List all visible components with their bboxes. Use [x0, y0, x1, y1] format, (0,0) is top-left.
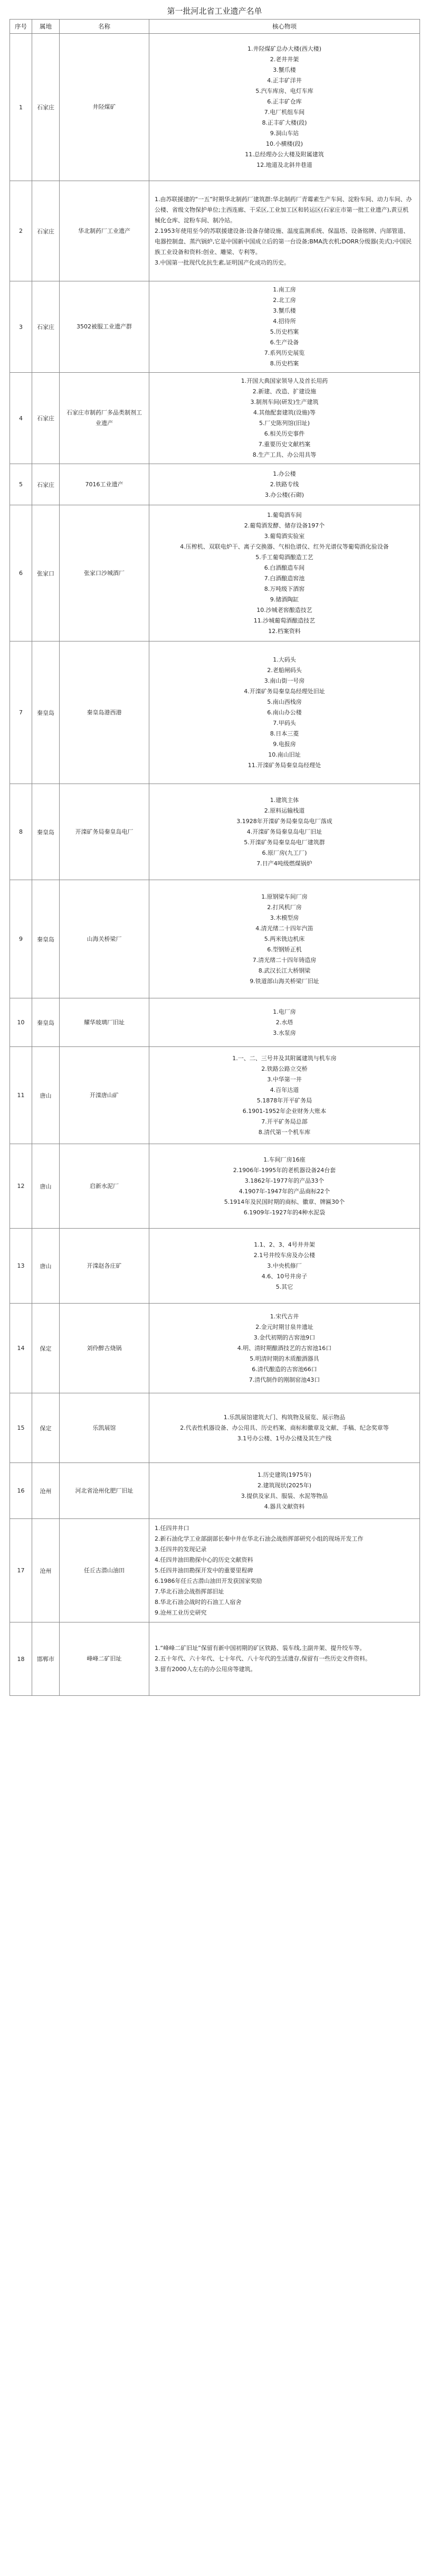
serial-number: 11: [10, 1047, 32, 1144]
core-items-cell: [149, 1519, 420, 1622]
core-item: 1.建筑主体: [270, 796, 299, 804]
location-cell: 秦皇岛: [32, 641, 60, 784]
serial-number: 6: [10, 505, 32, 641]
core-item: 1.电厂房: [273, 1008, 296, 1015]
serial-number: 12: [10, 1144, 32, 1229]
core-item: 5.厂史陈列馆(旧址): [259, 420, 310, 427]
core-item: 6.1986年任丘古潜山油田开发获国家奖励: [155, 1577, 262, 1584]
core-item: 7.日产4吨级燃煤锅炉: [256, 860, 312, 867]
core-item: 5.汽车库房、电灯车库: [255, 88, 313, 95]
core-item: 3.中央机修厂: [267, 1262, 302, 1269]
core-item: 7.开平矿务局总部: [261, 1118, 308, 1125]
core-item: 3.水泵房: [273, 1029, 296, 1036]
heritage-name: 3502被服工业遗产群: [60, 281, 149, 373]
core-item: 3.中国第一批现代化抗生素,证明国产化成功的历史。: [155, 259, 290, 266]
core-item: 9.储酒陶缸: [270, 596, 299, 603]
serial-number: 15: [10, 1393, 32, 1463]
core-items-cell: [149, 181, 420, 281]
core-item: 7.重要历史文献档案: [258, 441, 311, 448]
core-item: 3.木模型房: [270, 914, 299, 921]
core-item: 12.档案资料: [268, 627, 301, 635]
core-item: 1.车间厂房16座: [263, 1156, 306, 1163]
core-item: 3.南山街一号房: [264, 677, 305, 684]
core-item: 2.老井井架: [270, 56, 299, 63]
table-row: [10, 1519, 420, 1622]
core-item: 4.6、10号井房子: [261, 1272, 308, 1280]
core-item: 6.相关历史事件: [264, 430, 305, 437]
heritage-list-table: [9, 19, 420, 1696]
heritage-name: 石家庄市制药厂多品类制剂工业遗产: [60, 373, 149, 464]
core-item: 5.1878年开平矿务局: [256, 1097, 312, 1104]
core-item: 4.任四井油田勘探中心的历史文献资料: [155, 1556, 253, 1563]
serial-number: 3: [10, 281, 32, 373]
core-item: 1.由苏联援建的“一五”时期华北制药厂建筑群:华北制药厂青霉素生产车间、淀粉车间、动力车间、办公楼、省级文物保护单位;主西连廊、干采区,工业加工区和转运区(石家庄市第一批工业遗产),黄豆机械化仓库、淀粉车间、制冷站。: [155, 195, 412, 224]
serial-number: 7: [10, 641, 32, 784]
core-item: 5.历史档案: [270, 328, 299, 335]
location-cell: 石家庄: [32, 373, 60, 464]
serial-number: 13: [10, 1229, 32, 1304]
location-cell: 保定: [32, 1304, 60, 1393]
serial-number: 2: [10, 181, 32, 281]
core-item: 4.正丰矿洋井: [267, 77, 302, 84]
location-cell: 秦皇岛: [32, 880, 60, 998]
location-cell: 沧州: [32, 1463, 60, 1519]
table-row: [10, 1229, 420, 1304]
serial-number: 4: [10, 373, 32, 464]
core-item: 3.蟹爪楼: [273, 67, 296, 73]
core-item: 8.武汉长江大桥钢梁: [258, 967, 311, 974]
core-item: 2.新石油化学工业部副部长秦中井在华北石油会战指挥部研究小组的现场开发工作: [155, 1535, 364, 1542]
core-items-cell: [149, 34, 420, 181]
header-core-items: 核心物项: [149, 20, 420, 34]
core-items-cell: [149, 998, 420, 1047]
core-item: 3.办公楼(石砌): [264, 491, 304, 498]
header-location: 属地: [32, 20, 60, 34]
heritage-name: 任丘古潜山油田: [60, 1519, 149, 1622]
header-name: 名称: [60, 20, 149, 34]
location-cell: 保定: [32, 1393, 60, 1463]
location-cell: 秦皇岛: [32, 998, 60, 1047]
core-item: 11.总经理办公大楼及附属建筑: [245, 151, 324, 158]
core-item: 1.任四井井口: [155, 1524, 189, 1532]
core-item: 8.生产工具、办公用具等: [252, 451, 317, 458]
location-cell: 沧州: [32, 1519, 60, 1622]
core-item: 4.开滦矿务局秦皇岛电厂旧址: [246, 828, 322, 835]
core-item: 2.葡萄酒发酵、储存设备197个: [244, 522, 325, 529]
core-item: 5.任四井油田勘探开发中的重要里程碑: [155, 1567, 253, 1574]
core-item: 3.蟹爪楼: [273, 307, 296, 314]
core-item: 2.金元时期甘泉井遗址: [255, 1323, 313, 1331]
core-item: 4.清光绪二十四年汽笛: [255, 924, 313, 932]
heritage-name: 华北制药厂工业遗产: [60, 181, 149, 281]
header-row: [10, 20, 420, 34]
core-item: 2.北工房: [273, 297, 296, 304]
core-items-cell: [149, 1144, 420, 1229]
heritage-name: 开滦唐山矿: [60, 1047, 149, 1144]
table-row: [10, 998, 420, 1047]
core-item: 4.招待所: [273, 318, 296, 325]
location-cell: 石家庄: [32, 181, 60, 281]
core-item: 1.办公楼: [273, 470, 296, 477]
table-row: [10, 1144, 420, 1229]
heritage-name: 山海关桥梁厂: [60, 880, 149, 998]
core-item: 4.明、清时期酿酒技艺的古窖池16口: [237, 1344, 332, 1352]
header-serial-number: 序号: [10, 20, 32, 34]
core-items-cell: [149, 1463, 420, 1519]
core-item: 5.开滦矿务局秦皇岛电厂建筑群: [244, 838, 325, 846]
core-items-cell: [149, 281, 420, 373]
table-row: [10, 373, 420, 464]
table-row: [10, 34, 420, 181]
core-item: 2.建筑现状(2025年): [257, 1482, 312, 1489]
core-item: 9.沧州工业历史研究: [155, 1609, 207, 1616]
core-item: 5.南山西栈房: [267, 698, 302, 705]
core-item: 7.清代制作的刚制窑池43口: [249, 1376, 320, 1383]
location-cell: 唐山: [32, 1144, 60, 1229]
core-item: 3.葡萄酒实验室: [264, 532, 305, 540]
core-item: 6.原厂房(九工厂): [262, 849, 307, 856]
heritage-name: 河北省沧州化肥厂旧址: [60, 1463, 149, 1519]
table-row: [10, 1393, 420, 1463]
core-item: 3.1862年-1977年的产品33个: [244, 1177, 325, 1184]
core-item: 6.型钢矫正机: [267, 946, 302, 953]
heritage-name: 乐凯展馆: [60, 1393, 149, 1463]
core-items-cell: [149, 1304, 420, 1393]
core-item: 9.洞山车站: [270, 130, 299, 137]
core-item: 6.生产设备: [270, 339, 299, 346]
table-body: [10, 34, 420, 1696]
core-item: 1.原钢梁车间厂房: [261, 893, 308, 900]
core-item: 2.打风机厂房: [267, 903, 302, 911]
core-item: 5.其它: [275, 1283, 293, 1290]
core-item: 2.老船闸码头: [267, 666, 302, 674]
serial-number: 18: [10, 1622, 32, 1696]
serial-number: 1: [10, 34, 32, 181]
core-item: 8.正丰矿大楼(段): [262, 119, 307, 126]
core-item: 1.乐凯展馆建筑大门、构筑物及展览、展示物品: [223, 1413, 346, 1421]
table-row: [10, 1047, 420, 1144]
core-item: 2.新建、改造、扩建设施: [252, 388, 317, 395]
core-item: 1.宋代古井: [270, 1313, 299, 1320]
heritage-name: 启新水泥厂: [60, 1144, 149, 1229]
core-item: 2.1906年-1995年的老机器设备24台套: [233, 1166, 336, 1174]
core-item: 2.铁路专线: [270, 480, 299, 488]
core-item: 2.五十年代、六十年代、七十年代、八十年代的生活遗存,保留有一些历史文件资料。: [155, 1655, 371, 1662]
core-item: 6.正丰矿仓库: [267, 98, 302, 105]
core-item: 1.葡萄酒车间: [267, 511, 302, 518]
core-item: 4.百年达道: [270, 1086, 299, 1093]
table-row: [10, 641, 420, 784]
table-row: [10, 505, 420, 641]
heritage-name: 开滦矿务局秦皇岛电厂: [60, 784, 149, 880]
core-item: 3.留有2000人左右的办公用房等建筑。: [155, 1666, 256, 1673]
serial-number: 8: [10, 784, 32, 880]
location-cell: 唐山: [32, 1047, 60, 1144]
core-items-cell: [149, 464, 420, 505]
core-item: 2.代表性机器设备、办公用具、历史档案、商标和徽章及文献、手稿、纪念奖章等: [180, 1424, 389, 1431]
core-item: 4.1907年-1947年的产品商标22个: [239, 1187, 330, 1195]
heritage-name: 秦皇岛港西港: [60, 641, 149, 784]
serial-number: 5: [10, 464, 32, 505]
page-title: 第一批河北省工业遗产名单: [167, 6, 262, 16]
core-item: 5.1914年及民国时期的商标、徽章、牌匾30个: [224, 1198, 345, 1205]
core-item: 9.电报房: [273, 740, 296, 748]
table-row: [10, 181, 420, 281]
core-item: 2.水塔: [275, 1018, 293, 1026]
core-item: 6.1901-1952年企业财务大账本: [242, 1107, 327, 1115]
core-item: 7.华北石油会战指挥部旧址: [155, 1588, 224, 1595]
core-item: 4.其他配套建筑(设施)等: [253, 409, 316, 416]
heritage-name: 张家口沙城酒厂: [60, 505, 149, 641]
table-row: [10, 1304, 420, 1393]
core-items-cell: [149, 1229, 420, 1304]
core-item: 4.器具文献资料: [264, 1503, 305, 1510]
core-item: 8.华北石油会战时的石油工人宿舍: [155, 1598, 242, 1606]
core-item: 11.开滦矿务局秦皇岛经理处: [247, 761, 321, 769]
core-item: 2.1号井绞车房及办公楼: [253, 1251, 316, 1259]
core-item: 9.铁道部山海关桥梁厂旧址: [250, 977, 319, 985]
core-item: 3.提供及家具、服装、水泥等物品: [241, 1492, 328, 1499]
core-item: 7.白酒酿造窖池: [264, 574, 305, 582]
location-cell: 张家口: [32, 505, 60, 641]
table-row: [10, 464, 420, 505]
location-cell: 石家庄: [32, 34, 60, 181]
core-item: 7.电厂机组车间: [264, 109, 305, 116]
core-item: 3.1928年开滦矿务局秦皇岛电厂落成: [236, 817, 332, 825]
table-row: [10, 1622, 420, 1696]
serial-number: 17: [10, 1519, 32, 1622]
core-item: 3.中华第一井: [267, 1075, 302, 1083]
table-row: [10, 281, 420, 373]
table-row: [10, 1463, 420, 1519]
core-items-cell: [149, 373, 420, 464]
location-cell: 石家庄: [32, 464, 60, 505]
core-item: 4.压榨机、双联电炉干、离子交换器、气相色谱仪、红外光谱仪等葡萄酒化验设备: [180, 543, 389, 550]
serial-number: 9: [10, 880, 32, 998]
core-item: 1.南工房: [273, 286, 296, 293]
core-items-cell: [149, 1047, 420, 1144]
core-item: 3.金代初期的古窖池9口: [253, 1334, 316, 1341]
core-item: 7.清光绪二十四年铸造房: [252, 956, 317, 964]
core-item: 2.铁路公路立交桥: [261, 1065, 308, 1072]
core-item: 8.历史档案: [270, 360, 299, 367]
core-items-cell: [149, 880, 420, 998]
table-row: [10, 880, 420, 998]
core-item: 1.一、二、三号井及其附属建筑与机车房: [232, 1054, 337, 1062]
heritage-name: 7016工业遗产: [60, 464, 149, 505]
location-cell: 邯郸市: [32, 1622, 60, 1696]
table-row: [10, 784, 420, 880]
core-item: 1.开国大典国家领导人及首长用药: [241, 378, 328, 384]
core-item: 10.南山旧址: [268, 751, 301, 758]
core-item: 10.小横楼(段): [265, 140, 303, 147]
core-item: 2.1953年使用至今的苏联援建设备:设备存储设施、温度监测系统、保温塔、设备铭牌、内部管道、电器控制盘、蒸汽锅炉,它是中国新中国成立后的第一台设备;BMA洗衣机;DORR分级器(美式);中国民族工业设备和资料:创业、雕梁、专利等。: [155, 227, 412, 256]
heritage-name: 峰峰二矿旧址: [60, 1622, 149, 1696]
core-item: 8.日本三菱: [270, 730, 299, 737]
core-items-cell: [149, 1622, 420, 1696]
core-item: 12.地道及北斜井巷道: [256, 162, 312, 168]
core-item: 5.两米铣边机床: [264, 935, 305, 942]
core-item: 8.万吨级下酒窖: [264, 585, 305, 592]
core-item: 2.原料运输栈道: [264, 807, 305, 814]
core-item: 6.1909年-1927年的4种水泥袋: [243, 1209, 326, 1216]
core-items-cell: [149, 1393, 420, 1463]
serial-number: 16: [10, 1463, 32, 1519]
core-item: 10.沙城老窖酿造技艺: [256, 606, 312, 614]
core-item: 6.清代酿造的古窖池66口: [252, 1365, 317, 1373]
core-item: 1.1、2、3、4号井井架: [254, 1241, 315, 1248]
core-item: 7.系列历史展览: [264, 350, 305, 356]
core-item: 3.任四井的发现记录: [155, 1545, 207, 1553]
core-items-cell: [149, 784, 420, 880]
heritage-name: 耀华玻璃厂旧址: [60, 998, 149, 1047]
core-item: 4.开滦矿务局秦皇岛经理处旧址: [244, 687, 325, 695]
core-item: 7.甲码头: [273, 719, 296, 726]
heritage-name: 刘伶醉古烧锅: [60, 1304, 149, 1393]
core-item: 6.南山办公楼: [267, 709, 302, 716]
core-item: 8.清代第一个机车库: [258, 1128, 311, 1136]
core-items-cell: [149, 505, 420, 641]
core-item: 3.制剂车间(研发)生产建筑: [250, 399, 319, 405]
location-cell: 石家庄: [32, 281, 60, 373]
core-item: 5.明清时期的木质酿酒器具: [250, 1355, 319, 1362]
location-cell: 唐山: [32, 1229, 60, 1304]
core-item: 6.白酒酿造车间: [264, 564, 305, 571]
core-item: 5.手工葡萄酒酿造工艺: [255, 553, 313, 561]
serial-number: 14: [10, 1304, 32, 1393]
core-item: 11.沙城葡萄酒酿造技艺: [253, 617, 316, 624]
table-header: [10, 20, 420, 34]
core-items-cell: [149, 641, 420, 784]
heritage-name: 井陉煤矿: [60, 34, 149, 181]
core-item: 1.“峰峰二矿旧址”保留有新中国初期的矿区铁路、装车线,主副井架、提升绞车等。: [155, 1645, 366, 1652]
core-item: 1.历史建筑(1975年): [257, 1471, 312, 1478]
heritage-name: 开滦赵各庄矿: [60, 1229, 149, 1304]
core-item: 1.大码头: [273, 656, 296, 663]
core-item: 1.井陉煤矿总办大楼(西大楼): [247, 45, 322, 52]
core-item: 3.1号办公楼、1号办公楼及其生产线: [237, 1435, 332, 1442]
serial-number: 10: [10, 998, 32, 1047]
location-cell: 秦皇岛: [32, 784, 60, 880]
